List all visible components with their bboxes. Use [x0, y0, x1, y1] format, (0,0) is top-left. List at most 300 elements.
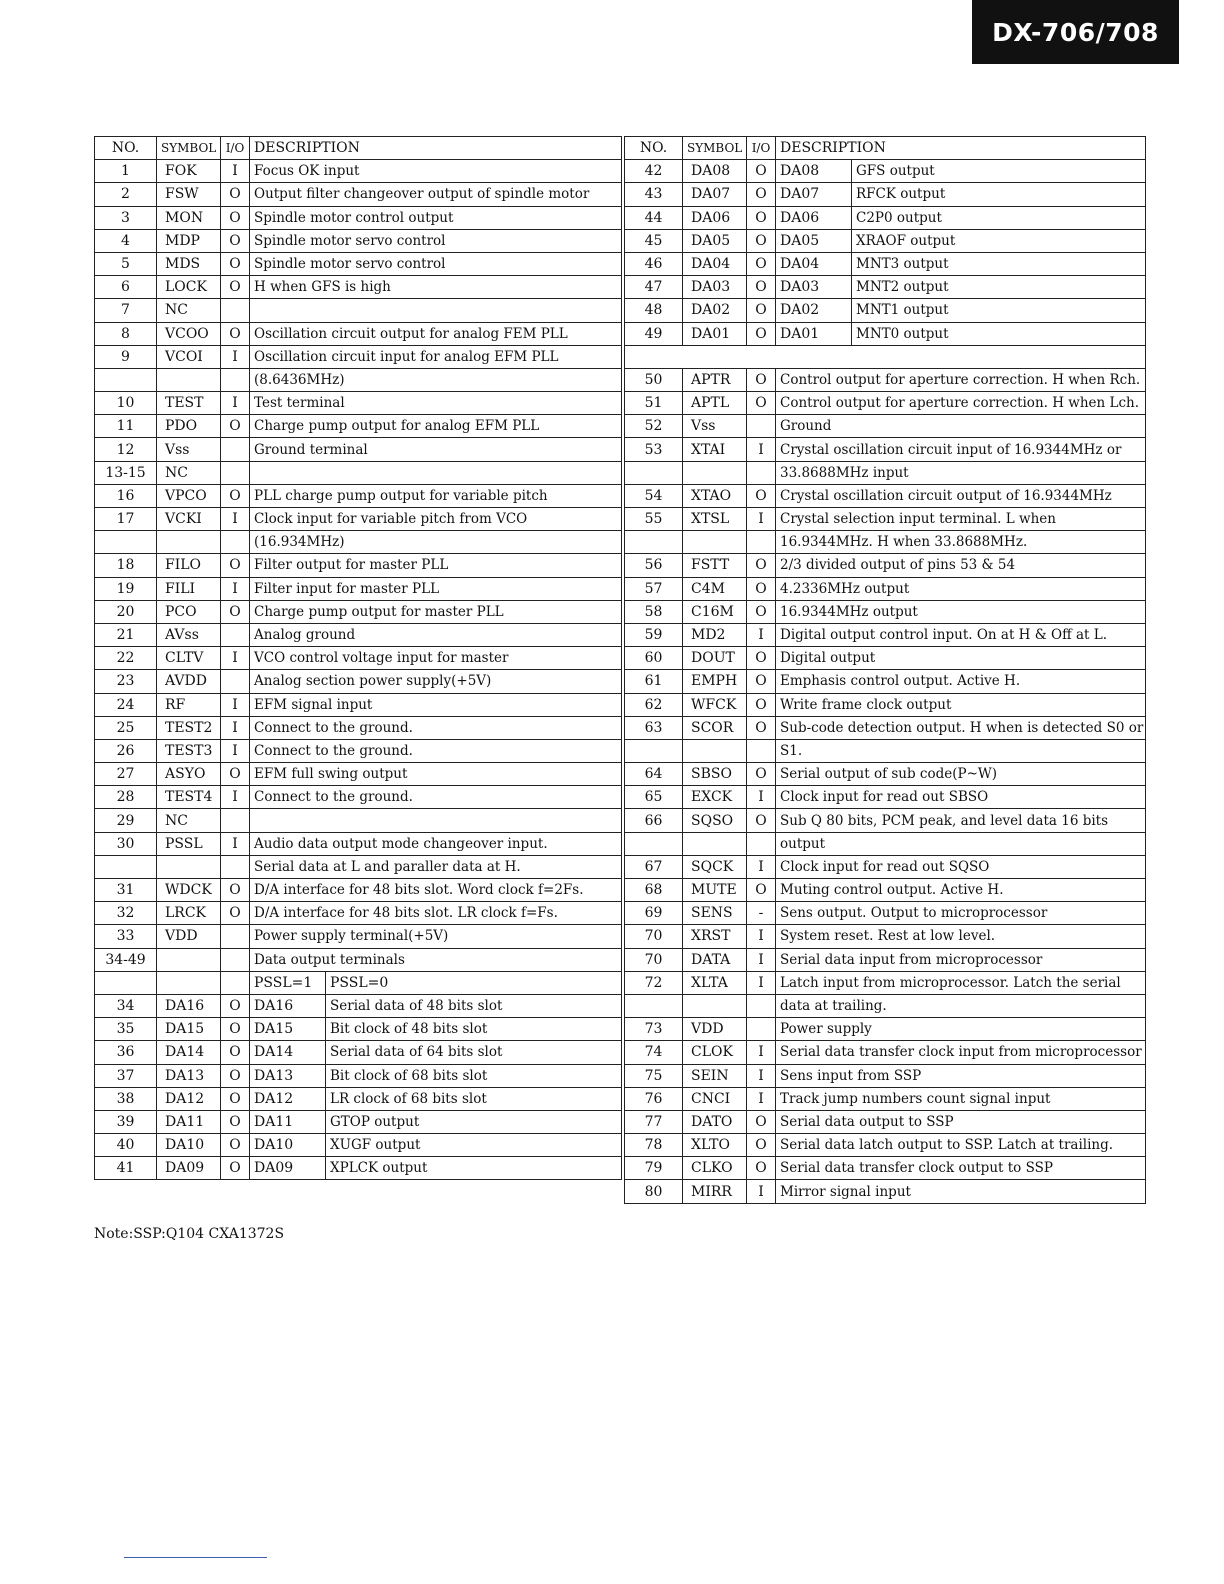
pin-description: Clock input for read out SQSO — [776, 855, 1146, 878]
pssl1-value: DA11 — [250, 1110, 326, 1133]
pin-io: O — [221, 415, 250, 438]
pin-description: Latch input from microprocessor. Latch the serial — [776, 971, 1146, 994]
pin-number: 59 — [625, 623, 683, 646]
table-row-continuation — [625, 739, 1146, 762]
pssl1-value: DA09 — [250, 1157, 326, 1180]
pin-io: I — [747, 786, 776, 809]
pssl0-value: Serial data of 64 bits slot — [326, 1041, 622, 1064]
pin-description: Control output for aperture correction. H when Rch. — [776, 368, 1146, 391]
pin-number: 23 — [95, 670, 157, 693]
table-row — [95, 183, 622, 206]
table-row — [95, 1064, 622, 1087]
pin-symbol: CLOK — [683, 1041, 747, 1064]
pin-number: 13-15 — [95, 461, 157, 484]
pin-io: O — [747, 160, 776, 183]
pin-io: O — [747, 183, 776, 206]
pin-io: I — [221, 739, 250, 762]
pssl1-value: DA13 — [250, 1064, 326, 1087]
table-row — [95, 879, 622, 902]
table-row — [625, 855, 1146, 878]
pin-io: O — [747, 809, 776, 832]
pin-number: 21 — [95, 623, 157, 646]
pin-symbol — [157, 948, 221, 971]
pin-io: O — [747, 206, 776, 229]
pssl1-value: DA08 — [776, 160, 852, 183]
pin-symbol: LOCK — [157, 276, 221, 299]
pssl-header-row — [95, 971, 622, 994]
pin-io: O — [747, 577, 776, 600]
pin-description: Digital output control input. On at H & Off at L. — [776, 623, 1146, 646]
pssl0-value: Serial data of 48 bits slot — [326, 994, 622, 1017]
pin-symbol: VDD — [683, 1018, 747, 1041]
pin-description: Ground — [776, 415, 1146, 438]
pin-number: 51 — [625, 392, 683, 415]
table-row — [625, 577, 1146, 600]
col-no: NO. — [625, 137, 683, 160]
pssl0-value: MNT2 output — [852, 276, 1146, 299]
pin-description: Connect to the ground. — [250, 786, 622, 809]
pin-description: Output filter changeover output of spindle motor — [250, 183, 622, 206]
pin-number: 12 — [95, 438, 157, 461]
pin-number: 29 — [95, 809, 157, 832]
table-row — [625, 183, 1146, 206]
pin-io: - — [747, 902, 776, 925]
pin-io: O — [221, 879, 250, 902]
pin-number: 70 — [625, 948, 683, 971]
pin-description: Serial data input from microprocessor — [776, 948, 1146, 971]
pin-symbol: FSW — [157, 183, 221, 206]
table-row — [95, 415, 622, 438]
pin-io-blank — [747, 461, 776, 484]
pin-description: Sub-code detection output. H when is detected S0 or — [776, 716, 1146, 739]
pssl0-value: MNT3 output — [852, 252, 1146, 275]
pin-number: 47 — [625, 276, 683, 299]
table-row — [625, 554, 1146, 577]
table-row — [95, 276, 622, 299]
pin-description: Mirror signal input — [776, 1180, 1146, 1203]
pin-io — [221, 948, 250, 971]
pin-symbol: VPCO — [157, 484, 221, 507]
pin-io — [221, 299, 250, 322]
pin-symbol: DA15 — [157, 1018, 221, 1041]
pin-symbol: FOK — [157, 160, 221, 183]
pin-symbol: C16M — [683, 600, 747, 623]
pin-number: 80 — [625, 1180, 683, 1203]
pin-description: Sens input from SSP — [776, 1064, 1146, 1087]
pin-number: 64 — [625, 763, 683, 786]
pssl1-value: DA10 — [250, 1134, 326, 1157]
table-row — [625, 879, 1146, 902]
pin-description: Oscillation circuit output for analog FEM PLL — [250, 322, 622, 345]
pin-symbol: DA16 — [157, 994, 221, 1017]
pin-number: 4 — [95, 229, 157, 252]
pssl1-value: DA04 — [776, 252, 852, 275]
table-row — [95, 438, 622, 461]
table-row — [95, 484, 622, 507]
pin-io: O — [221, 902, 250, 925]
pin-io: O — [747, 879, 776, 902]
pin-description: Spindle motor servo control — [250, 252, 622, 275]
pin-description: 2/3 divided output of pins 53 & 54 — [776, 554, 1146, 577]
pin-io: O — [747, 276, 776, 299]
pin-description — [250, 299, 622, 322]
col-io: I/O — [747, 137, 776, 160]
pin-symbol: C4M — [683, 577, 747, 600]
footer-rule — [124, 1557, 267, 1558]
pin-number: 76 — [625, 1087, 683, 1110]
pin-io: I — [747, 1064, 776, 1087]
pin-table-left — [94, 136, 622, 1180]
table-row — [625, 1134, 1146, 1157]
pin-io: I — [221, 345, 250, 368]
pssl0-value: XUGF output — [326, 1134, 622, 1157]
table-row — [95, 763, 622, 786]
col-io: I/O — [221, 137, 250, 160]
pin-number: 45 — [625, 229, 683, 252]
pin-symbol: FSTT — [683, 554, 747, 577]
spacer-cell — [625, 345, 1146, 368]
pssl0-value: LR clock of 68 bits slot — [326, 1087, 622, 1110]
table-row — [95, 902, 622, 925]
table-row — [625, 415, 1146, 438]
pin-symbol: DATA — [683, 948, 747, 971]
pin-symbol-blank — [683, 461, 747, 484]
pin-symbol: VCOI — [157, 345, 221, 368]
pin-io — [747, 1018, 776, 1041]
table-row — [625, 438, 1146, 461]
table-row — [95, 670, 622, 693]
pin-symbol: MDP — [157, 229, 221, 252]
table-row — [625, 693, 1146, 716]
pssl0-value: MNT0 output — [852, 322, 1146, 345]
pin-description: Test terminal — [250, 392, 622, 415]
pin-description: D/A interface for 48 bits slot. Word clock f=2Fs. — [250, 879, 622, 902]
pssl0-value: GTOP output — [326, 1110, 622, 1133]
pin-symbol: MUTE — [683, 879, 747, 902]
pin-symbol: DA14 — [157, 1041, 221, 1064]
pin-description: Connect to the ground. — [250, 739, 622, 762]
pin-number: 39 — [95, 1110, 157, 1133]
pin-number: 9 — [95, 345, 157, 368]
pin-description-cont: Serial data at L and paraller data at H. — [250, 855, 622, 878]
pin-number: 24 — [95, 693, 157, 716]
table-row — [95, 577, 622, 600]
pin-description: Emphasis control output. Active H. — [776, 670, 1146, 693]
pin-number: 8 — [95, 322, 157, 345]
table-row — [95, 508, 622, 531]
table-row — [625, 809, 1146, 832]
pin-description-cont: (16.934MHz) — [250, 531, 622, 554]
pin-description: Control output for aperture correction. H when Lch. — [776, 392, 1146, 415]
pin-description-cont: output — [776, 832, 1146, 855]
table-row — [625, 206, 1146, 229]
pin-symbol: CLKO — [683, 1157, 747, 1180]
table-row — [95, 693, 622, 716]
pin-symbol: DA03 — [683, 276, 747, 299]
pin-number: 22 — [95, 647, 157, 670]
pin-number: 34 — [95, 994, 157, 1017]
pin-io: O — [221, 484, 250, 507]
pin-io — [221, 925, 250, 948]
pin-io: O — [221, 554, 250, 577]
pin-symbol: CNCI — [683, 1087, 747, 1110]
pin-io: O — [221, 206, 250, 229]
pin-description: Write frame clock output — [776, 693, 1146, 716]
pin-number: 79 — [625, 1157, 683, 1180]
pin-description: Serial output of sub code(P~W) — [776, 763, 1146, 786]
pin-io: O — [747, 554, 776, 577]
pin-description: System reset. Rest at low level. — [776, 925, 1146, 948]
pin-description: Analog ground — [250, 623, 622, 646]
pin-io: I — [747, 925, 776, 948]
pin-io-blank — [747, 994, 776, 1017]
table-row — [625, 1064, 1146, 1087]
pin-symbol: XRST — [683, 925, 747, 948]
pin-io — [221, 438, 250, 461]
table-row — [95, 716, 622, 739]
pin-description: Power supply — [776, 1018, 1146, 1041]
pssl1-value: DA02 — [776, 299, 852, 322]
pin-symbol: EMPH — [683, 670, 747, 693]
pin-number: 63 — [625, 716, 683, 739]
pin-number: 33 — [95, 925, 157, 948]
pin-description: Sub Q 80 bits, PCM peak, and level data 16 bits — [776, 809, 1146, 832]
pin-symbol: DA12 — [157, 1087, 221, 1110]
pssl0-value: MNT1 output — [852, 299, 1146, 322]
pssl0-header: PSSL=0 — [326, 971, 622, 994]
pin-symbol: TEST3 — [157, 739, 221, 762]
pin-io: O — [221, 229, 250, 252]
pin-number: 19 — [95, 577, 157, 600]
right-table-body — [625, 160, 1146, 1203]
table-row — [95, 623, 622, 646]
pin-symbol: CLTV — [157, 647, 221, 670]
pssl1-value: DA06 — [776, 206, 852, 229]
pin-symbol-blank — [157, 855, 221, 878]
pin-description: VCO control voltage input for master — [250, 647, 622, 670]
table-row — [95, 994, 622, 1017]
pin-number-blank — [625, 832, 683, 855]
pin-io — [221, 670, 250, 693]
pin-symbol: DA11 — [157, 1110, 221, 1133]
pin-description — [250, 461, 622, 484]
table-row — [95, 786, 622, 809]
table-row — [95, 461, 622, 484]
table-row-continuation — [95, 855, 622, 878]
pin-number: 57 — [625, 577, 683, 600]
pin-number-blank — [625, 461, 683, 484]
table-row — [625, 600, 1146, 623]
pin-io: I — [221, 647, 250, 670]
pin-number: 78 — [625, 1134, 683, 1157]
pin-io: I — [747, 971, 776, 994]
pin-io: I — [221, 832, 250, 855]
table-row — [95, 1018, 622, 1041]
pin-symbol: XTSL — [683, 508, 747, 531]
pin-number: 67 — [625, 855, 683, 878]
pin-number: 42 — [625, 160, 683, 183]
pin-symbol-blank — [157, 531, 221, 554]
pssl-blank — [95, 971, 157, 994]
pin-description-cont: data at trailing. — [776, 994, 1146, 1017]
table-row — [95, 925, 622, 948]
table-row — [625, 670, 1146, 693]
pin-symbol: PCO — [157, 600, 221, 623]
pin-number-blank — [625, 994, 683, 1017]
pin-description: Spindle motor control output — [250, 206, 622, 229]
pin-symbol: MON — [157, 206, 221, 229]
pin-io: I — [221, 392, 250, 415]
pin-io: O — [747, 1157, 776, 1180]
pin-description: 4.2336MHz output — [776, 577, 1146, 600]
pin-io — [747, 415, 776, 438]
pin-number: 55 — [625, 508, 683, 531]
left-table-body — [95, 160, 622, 1180]
pin-io: O — [747, 368, 776, 391]
pin-description: 16.9344MHz output — [776, 600, 1146, 623]
pin-number: 56 — [625, 554, 683, 577]
table-row — [95, 160, 622, 183]
pin-symbol: NC — [157, 299, 221, 322]
pin-description: Clock input for read out SBSO — [776, 786, 1146, 809]
pin-number: 41 — [95, 1157, 157, 1180]
table-row — [625, 276, 1146, 299]
pin-description — [250, 809, 622, 832]
pin-description: Power supply terminal(+5V) — [250, 925, 622, 948]
table-row-continuation — [625, 832, 1146, 855]
pin-symbol: DA02 — [683, 299, 747, 322]
pin-symbol: DA09 — [157, 1157, 221, 1180]
table-row-continuation — [625, 994, 1146, 1017]
pin-symbol: MDS — [157, 252, 221, 275]
pin-io: O — [221, 1018, 250, 1041]
pin-description: Clock input for variable pitch from VCO — [250, 508, 622, 531]
table-row — [95, 647, 622, 670]
model-badge: DX-706/708 — [972, 0, 1179, 64]
pin-number: 11 — [95, 415, 157, 438]
pin-description: Connect to the ground. — [250, 716, 622, 739]
pin-number: 70 — [625, 925, 683, 948]
pin-number: 68 — [625, 879, 683, 902]
pin-symbol: DA06 — [683, 206, 747, 229]
pin-description: Data output terminals — [250, 948, 622, 971]
pin-symbol: SCOR — [683, 716, 747, 739]
pin-symbol: WFCK — [683, 693, 747, 716]
pin-io: O — [747, 392, 776, 415]
pin-symbol-blank — [683, 531, 747, 554]
table-row — [95, 600, 622, 623]
pin-io: O — [747, 716, 776, 739]
pin-io: I — [747, 1041, 776, 1064]
table-row — [625, 1041, 1146, 1064]
footnote: Note:SSP:Q104 CXA1372S — [94, 1226, 285, 1242]
table-row — [95, 299, 622, 322]
pin-description: D/A interface for 48 bits slot. LR clock f=Fs. — [250, 902, 622, 925]
pin-symbol: SEIN — [683, 1064, 747, 1087]
pin-symbol: TEST — [157, 392, 221, 415]
pin-number: 65 — [625, 786, 683, 809]
pin-number: 46 — [625, 252, 683, 275]
pin-symbol: VDD — [157, 925, 221, 948]
pin-number: 75 — [625, 1064, 683, 1087]
pin-number: 73 — [625, 1018, 683, 1041]
pssl1-value: DA12 — [250, 1087, 326, 1110]
pin-io: O — [221, 600, 250, 623]
pin-symbol-blank — [683, 832, 747, 855]
pssl1-value: DA15 — [250, 1018, 326, 1041]
pin-symbol: FILO — [157, 554, 221, 577]
pin-description: Crystal selection input terminal. L when — [776, 508, 1146, 531]
pin-io: O — [221, 994, 250, 1017]
pin-io — [221, 461, 250, 484]
pin-io: O — [221, 1041, 250, 1064]
pin-number: 77 — [625, 1110, 683, 1133]
pin-io: O — [747, 600, 776, 623]
pin-number: 44 — [625, 206, 683, 229]
pin-number: 5 — [95, 252, 157, 275]
pin-description: Spindle motor servo control — [250, 229, 622, 252]
table-row — [625, 392, 1146, 415]
pin-number: 66 — [625, 809, 683, 832]
pssl-blank — [221, 971, 250, 994]
pin-symbol: WDCK — [157, 879, 221, 902]
col-symbol: SYMBOL — [683, 137, 747, 160]
pin-description: Crystal oscillation circuit output of 16.9344MHz — [776, 484, 1146, 507]
pin-symbol: SQCK — [683, 855, 747, 878]
pin-io: O — [747, 670, 776, 693]
pin-number: 6 — [95, 276, 157, 299]
pssl1-value: DA05 — [776, 229, 852, 252]
pin-description: Serial data transfer clock output to SSP — [776, 1157, 1146, 1180]
pin-number: 16 — [95, 484, 157, 507]
pin-table-right — [624, 136, 1146, 1204]
pssl1-value: DA01 — [776, 322, 852, 345]
pin-io: O — [221, 1134, 250, 1157]
pin-io: O — [747, 763, 776, 786]
pin-number: 49 — [625, 322, 683, 345]
table-row — [625, 484, 1146, 507]
table-row — [625, 1018, 1146, 1041]
pin-symbol: TEST2 — [157, 716, 221, 739]
pin-description-cont: 33.8688MHz input — [776, 461, 1146, 484]
pin-description-cont: 16.9344MHz. H when 33.8688MHz. — [776, 531, 1146, 554]
pin-symbol: NC — [157, 809, 221, 832]
pin-number: 2 — [95, 183, 157, 206]
pin-symbol: DA05 — [683, 229, 747, 252]
pin-description: Analog section power supply(+5V) — [250, 670, 622, 693]
pin-number: 35 — [95, 1018, 157, 1041]
table-row — [625, 902, 1146, 925]
pin-number: 40 — [95, 1134, 157, 1157]
pin-io: I — [747, 508, 776, 531]
pin-symbol-blank — [683, 739, 747, 762]
pin-symbol: XLTA — [683, 971, 747, 994]
pin-description: Serial data latch output to SSP. Latch at trailing. — [776, 1134, 1146, 1157]
pssl0-value: RFCK output — [852, 183, 1146, 206]
table-row — [625, 763, 1146, 786]
pin-io-blank — [221, 531, 250, 554]
pin-description: Serial data transfer clock input from microprocessor — [776, 1041, 1146, 1064]
pin-number: 60 — [625, 647, 683, 670]
pin-symbol: LRCK — [157, 902, 221, 925]
pin-description: Digital output — [776, 647, 1146, 670]
pin-symbol: Vss — [683, 415, 747, 438]
pin-symbol: MD2 — [683, 623, 747, 646]
pin-symbol: TEST4 — [157, 786, 221, 809]
pin-description: Filter input for master PLL — [250, 577, 622, 600]
pssl0-value: GFS output — [852, 160, 1146, 183]
pin-number-blank — [95, 368, 157, 391]
